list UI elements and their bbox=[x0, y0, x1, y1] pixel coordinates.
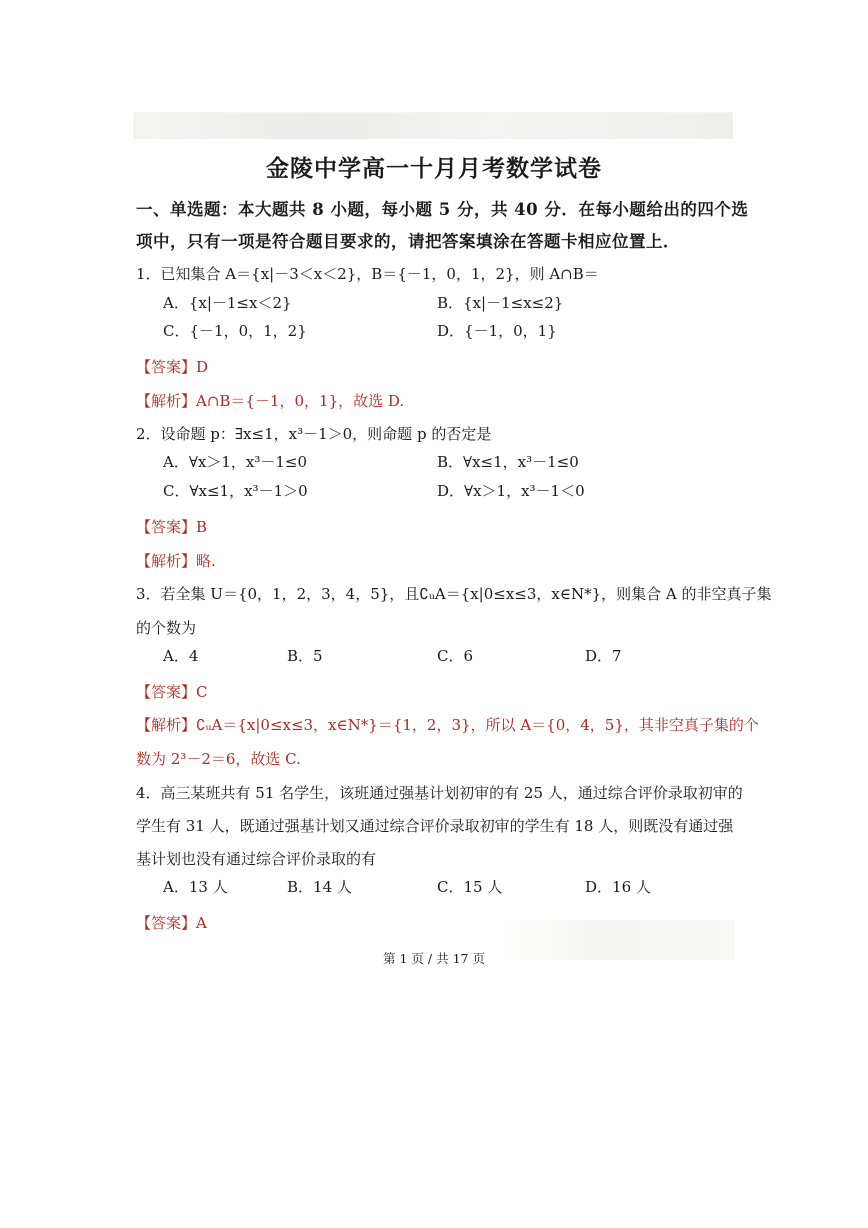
question-2-option-d: D．∀x＞1，x³－1＜0 bbox=[437, 482, 585, 500]
question-3-analysis-line1: 【解析】∁ᵤA＝{x|0≤x≤3，x∈N*}＝{1，2，3}，所以 A＝{0，4，5}，其非空真子集的个 bbox=[136, 716, 759, 734]
scan-artifact-band bbox=[133, 112, 733, 139]
question-2-stem: 2．设命题 p：∃x≤1，x³－1＞0，则命题 p 的否定是 bbox=[136, 425, 492, 443]
question-3-stem-line2: 的个数为 bbox=[136, 619, 197, 637]
section-heading-line1: 一、单选题：本大题共 8 小题，每小题 5 分，共 40 分．在每小题给出的四个选 bbox=[136, 200, 749, 219]
question-3-option-b: B．5 bbox=[287, 647, 323, 665]
question-3-stem-line1: 3．若全集 U＝{0，1，2，3，4，5}，且∁ᵤA＝{x|0≤x≤3，x∈N*}，则集合 A 的非空真子集 bbox=[136, 585, 772, 603]
question-2-option-c: C．∀x≤1，x³－1＞0 bbox=[163, 482, 308, 500]
question-2-answer: 【答案】B bbox=[136, 518, 208, 536]
question-4-answer: 【答案】A bbox=[136, 914, 207, 932]
page-footer: 第 1 页 / 共 17 页 bbox=[383, 951, 485, 966]
question-1-option-a: A．{x|－1≤x＜2} bbox=[163, 294, 292, 312]
section-heading-line2: 项中，只有一项是符合题目要求的，请把答案填涂在答题卡相应位置上． bbox=[136, 232, 680, 251]
question-2-option-a: A．∀x＞1，x³－1≤0 bbox=[163, 453, 308, 471]
question-3-answer: 【答案】C bbox=[136, 683, 208, 701]
question-4-stem-line2: 学生有 31 人，既通过强基计划又通过综合评价录取初审的学生有 18 人，则既没有通过强 bbox=[136, 817, 734, 835]
question-4-stem-line3: 基计划也没有通过综合评价录取的有 bbox=[136, 850, 377, 868]
question-3-option-d: D．7 bbox=[585, 647, 622, 665]
question-1-analysis: 【解析】A∩B＝{－1，0，1}，故选 D. bbox=[136, 392, 405, 410]
question-1-stem: 1．已知集合 A＝{x|－3＜x＜2}，B＝{－1，0，1，2}，则 A∩B＝ bbox=[136, 265, 599, 283]
question-3-analysis-line2: 数为 2³－2＝6，故选 C. bbox=[136, 750, 301, 768]
question-4-stem-line1: 4．高三某班共有 51 名学生，该班通过强基计划初审的有 25 人，通过综合评价录取初审的 bbox=[136, 784, 743, 802]
question-1-option-d: D．{－1，0，1} bbox=[437, 322, 557, 340]
question-3-option-a: A．4 bbox=[163, 647, 199, 665]
question-2-analysis: 【解析】略. bbox=[136, 552, 216, 570]
question-4-option-c: C．15 人 bbox=[437, 878, 503, 896]
question-1-option-c: C．{－1，0，1，2} bbox=[163, 322, 307, 340]
question-3-option-c: C．6 bbox=[437, 647, 474, 665]
question-4-option-d: D．16 人 bbox=[585, 878, 651, 896]
page-title: 金陵中学高一十月月考数学试卷 bbox=[266, 155, 602, 182]
question-1-answer: 【答案】D bbox=[136, 358, 209, 376]
question-1-option-b: B．{x|－1≤x≤2} bbox=[437, 294, 564, 312]
question-4-option-b: B．14 人 bbox=[287, 878, 352, 896]
question-2-option-b: B．∀x≤1，x³－1≤0 bbox=[437, 453, 579, 471]
question-4-option-a: A．13 人 bbox=[163, 878, 228, 896]
